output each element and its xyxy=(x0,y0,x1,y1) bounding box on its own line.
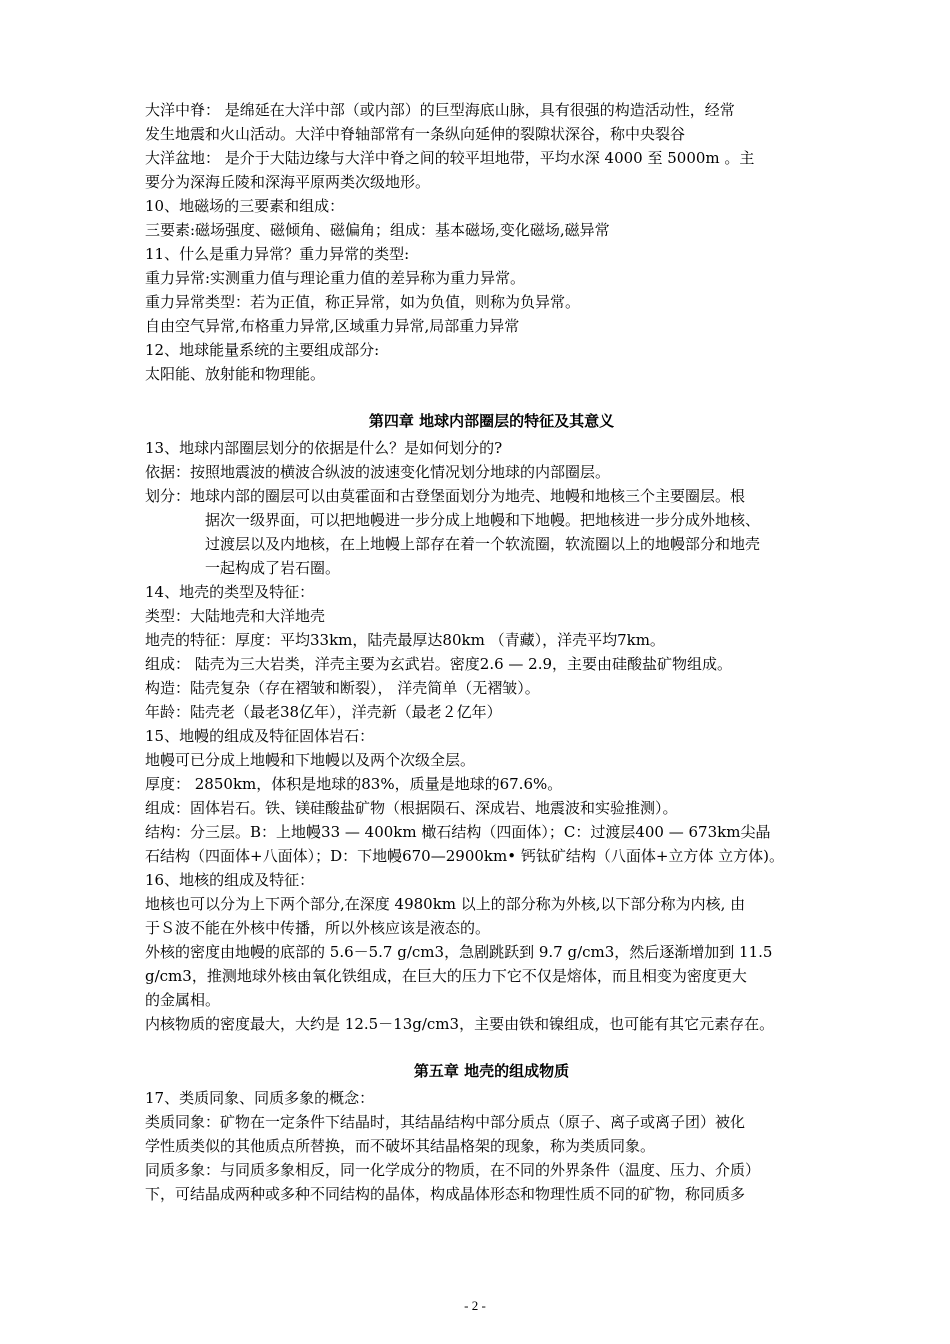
text-line: 类质同象：矿物在一定条件下结晶时，其结晶结构中部分质点（原子、离子或离子团）被化 xyxy=(145,1113,746,1131)
text-line: g/cm3，推测地球外核由氧化铁组成，在巨大的压力下它不仅是熔体，而且相变为密度更大 xyxy=(145,967,747,985)
text-line: 构造：陆壳复杂（存在褶皱和断裂）， 洋壳简单（无褶皱）。 xyxy=(145,679,540,697)
text-line: 太阳能、放射能和物理能。 xyxy=(145,365,326,383)
text-line: 一起构成了岩石圈。 xyxy=(205,559,341,577)
text-line: 据次一级界面，可以把地幔进一步分成上地幔和下地幔。把地核进一步分成外地核、 xyxy=(205,511,761,529)
text-line: 16、地核的组成及特征： xyxy=(145,871,315,889)
text-line: 大洋盆地： 是介于大陆边缘与大洋中脊之间的较平坦地带，平均水深 4000 至 5000m 。主 xyxy=(145,149,755,167)
text-line: 地幔可已分成上地幔和下地幔以及两个次级全层。 xyxy=(145,751,476,769)
chapter-4-heading: 第四章 地球内部圈层的特征及其意义 xyxy=(368,412,615,430)
text-line: 地壳的特征：厚度：平均33km，陆壳最厚达80km （青藏），洋壳平均7km。 xyxy=(145,631,665,649)
text-line: 组成： 陆壳为三大岩类，洋壳主要为玄武岩。密度2.6 — 2.9，主要由硅酸盐矿物组成。 xyxy=(145,655,733,673)
text-line: 外核的密度由地幔的底部的 5.6－5.7 g/cm3，急剧跳跃到 9.7 g/cm3，然后逐渐增加到 11.5 xyxy=(145,943,773,961)
text-line: 内核物质的密度最大，大约是 12.5－13g/cm3，主要由铁和镍组成，也可能有其它元素存在。 xyxy=(145,1015,775,1033)
text-line: 11、什么是重力异常？重力异常的类型: xyxy=(145,245,410,263)
chapter-4-body-a xyxy=(145,436,860,508)
text-line: 类型：大陆地壳和大洋地壳 xyxy=(145,607,326,625)
text-line: 自由空气异常,布格重力异常,区域重力异常,局部重力异常 xyxy=(145,317,520,335)
text-line: 于Ｓ波不能在外核中传播，所以外核应该是液态的。 xyxy=(145,919,491,937)
text-line: 大洋中脊： 是绵延在大洋中部（或内部）的巨型海底山脉，具有很强的构造活动性，经常 xyxy=(145,101,735,119)
text-line: 同质多象：与同质多象相反，同一化学成分的物质，在不同的外界条件（温度、压力、介质） xyxy=(145,1161,761,1179)
chapter-5-body xyxy=(145,1086,860,1206)
page-number: - 2 - xyxy=(464,1298,486,1313)
text-line: 厚度： 2850km，体积是地球的83%，质量是地球的67.6%。 xyxy=(145,775,563,793)
text-line: 要分为深海丘陵和深海平原两类次级地形。 xyxy=(145,173,431,191)
text-line: 依据：按照地震波的横波合纵波的波速变化情况划分地球的内部圈层。 xyxy=(145,463,611,481)
text-line: 13、地球内部圈层划分的依据是什么？是如何划分的? xyxy=(145,439,503,457)
section-ocean-floor xyxy=(145,98,860,386)
text-line: 发生地震和火山活动。大洋中脊轴部常有一条纵向延伸的裂隙状深谷，称中央裂谷 xyxy=(145,125,686,143)
text-line: 学性质类似的其他质点所替换，而不破坏其结晶格架的现象，称为类质同象。 xyxy=(145,1137,656,1155)
text-line: 地核也可以分为上下两个部分,在深度 4980km 以上的部分称为外核,以下部分称为内核, 由 xyxy=(145,895,746,913)
text-line: 年龄：陆壳老（最老38亿年），洋壳新（最老２亿年） xyxy=(145,703,502,721)
text-line: 石结构（四面体+八面体）；D：下地幔670—2900km• 钙钛矿结构（八面体+立方体 立方体)。 xyxy=(145,847,785,865)
text-line: 的金属相。 xyxy=(145,991,221,1009)
chapter-4-indented-block xyxy=(145,508,860,580)
text-line: 下，可结晶成两种或多种不同结构的晶体，构成晶体形态和物理性质不同的矿物，称同质多 xyxy=(145,1185,746,1203)
text-line: 组成：固体岩石。铁、镁硅酸盐矿物（根据陨石、深成岩、地震波和实验推测）。 xyxy=(145,799,678,817)
text-line: 划分：地球内部的圈层可以由莫霍面和古登堡面划分为地壳、地幔和地核三个主要圈层。根 xyxy=(145,487,746,505)
text-line: 15、地幔的组成及特征固体岩石： xyxy=(145,727,375,745)
text-line: 14、地壳的类型及特征： xyxy=(145,583,315,601)
chapter-5-heading: 第五章 地壳的组成物质 xyxy=(413,1062,570,1080)
text-line: 三要素:磁场强度、磁倾角、磁偏角；组成：基本磁场,变化磁场,磁异常 xyxy=(145,221,610,239)
text-line: 过渡层以及内地核，在上地幔上部存在着一个软流圈，软流圈以上的地幔部分和地壳 xyxy=(205,535,761,553)
text-line: 重力异常类型：若为正值，称正异常，如为负值，则称为负异常。 xyxy=(145,293,581,311)
text-line: 12、地球能量系统的主要组成部分: xyxy=(145,341,380,359)
spacer xyxy=(145,1036,860,1056)
text-line: 17、类质同象、同质多象的概念： xyxy=(145,1089,375,1107)
spacer xyxy=(145,386,860,406)
chapter-4-body-b xyxy=(145,580,860,1036)
text-line: 结构：分三层。B：上地幔33 — 400km 橄石结构（四面体）；C：过渡层400 — 673km尖晶 xyxy=(145,823,771,841)
text-line: 重力异常:实测重力值与理论重力值的差异称为重力异常。 xyxy=(145,269,526,287)
text-line: 10、地磁场的三要素和组成： xyxy=(145,197,345,215)
